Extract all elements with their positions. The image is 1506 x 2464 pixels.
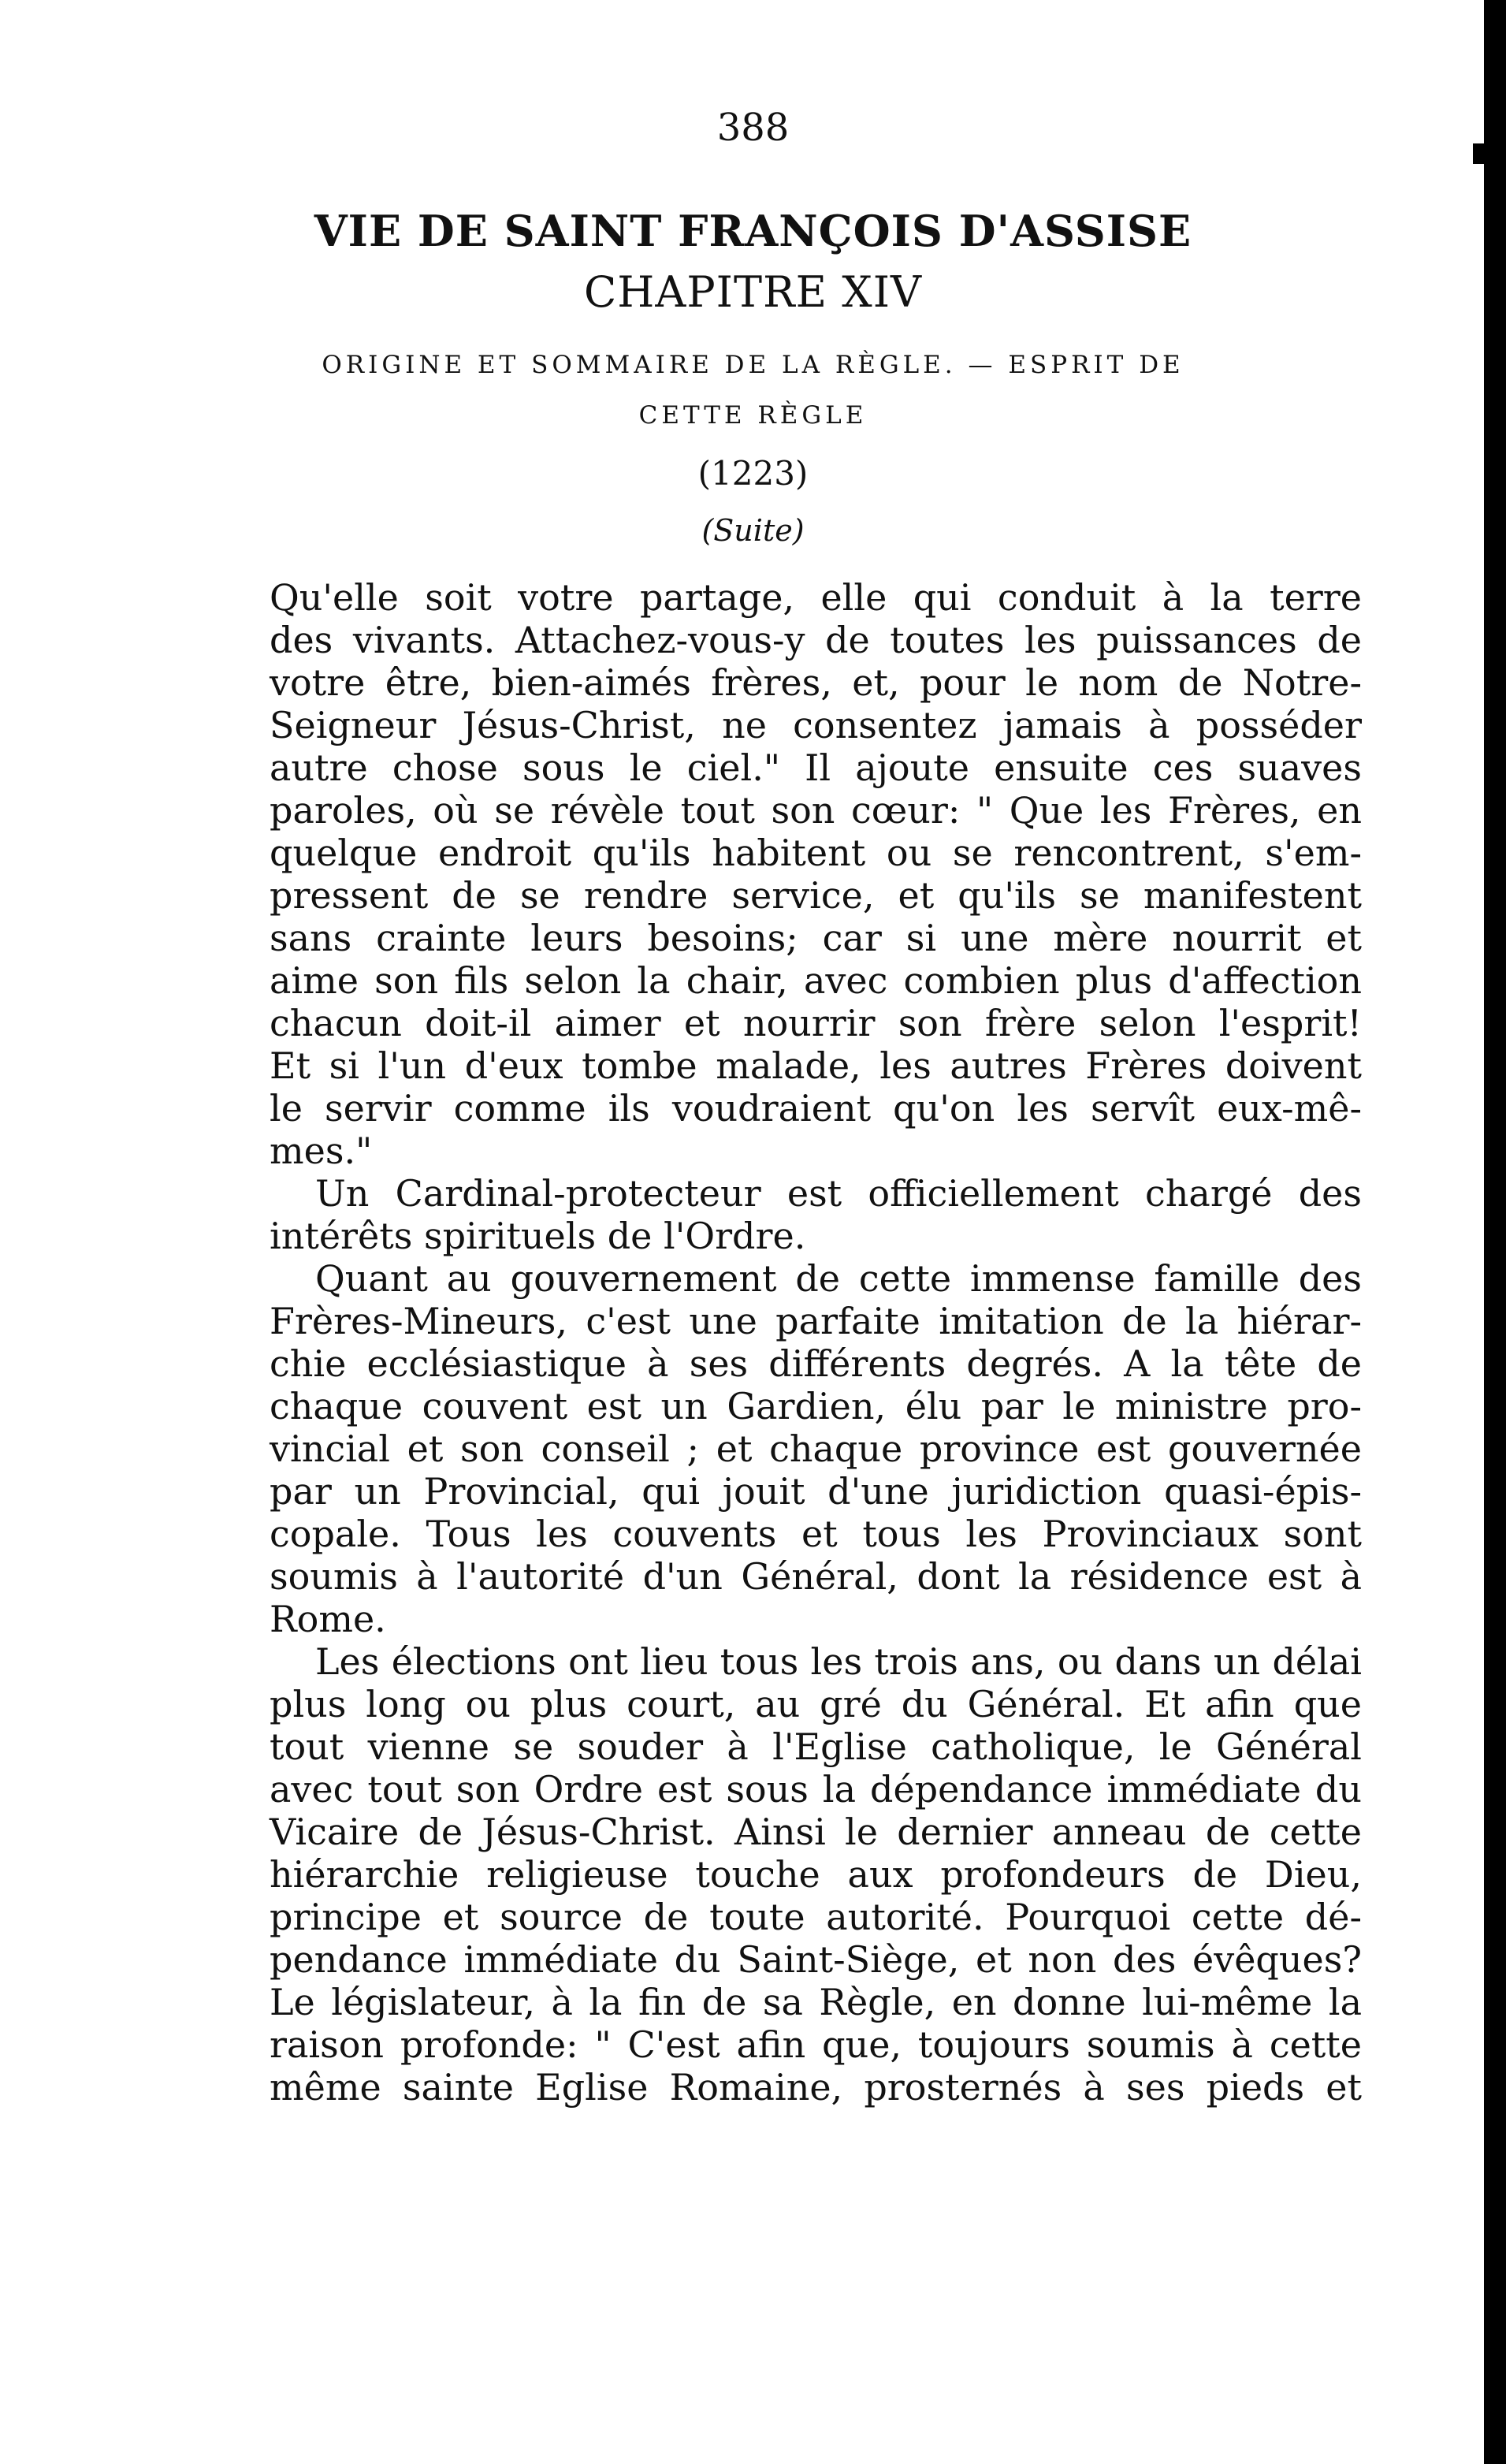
text-line: avec tout son Ordre est sous la dépendance immédiate du: [270, 1768, 1362, 1811]
text-line: Le législateur, à la fin de sa Règle, en donne lui-même la: [270, 1981, 1362, 2023]
text-line: Qu'elle soit votre partage, elle qui conduit à la terre: [270, 576, 1362, 619]
text-line: soumis à l'autorité d'un Général, dont la résidence est à: [270, 1555, 1362, 1598]
text-line: des vivants. Attachez-vous-y de toutes les puissances de: [270, 619, 1362, 661]
text-line: Un Cardinal-protecteur est officiellement chargé des: [315, 1172, 1362, 1215]
text-line: chie ecclésiastique à ses différents degrés. A la tête de: [270, 1342, 1362, 1385]
text-line: chaque couvent est un Gardien, élu par le ministre pro-: [270, 1385, 1362, 1427]
text-line: tout vienne se souder à l'Eglise catholique, le Général: [270, 1725, 1362, 1768]
text-line: chacun doit-il aimer et nourrir son frère selon l'esprit!: [270, 1002, 1362, 1044]
text-line: Et si l'un d'eux tombe malade, les autres Frères doivent: [270, 1044, 1362, 1087]
text-line: pendance immédiate du Saint-Siège, et non des évêques?: [270, 1938, 1362, 1981]
text-line: Les élections ont lieu tous les trois ans, ou dans un délai: [315, 1640, 1362, 1683]
text-line: Quant au gouvernement de cette immense famille des: [315, 1257, 1362, 1300]
continuation-note: (Suite): [701, 513, 805, 548]
text-line: votre être, bien-aimés frères, et, pour le nom de Notre-: [270, 661, 1362, 704]
chapter-year: (1223): [697, 454, 809, 493]
text-line: plus long ou plus court, au gré du Général. Et afin que: [270, 1683, 1362, 1725]
text-line: vincial et son conseil ; et chaque province est gouvernée: [270, 1427, 1362, 1470]
text-line: Frères-Mineurs, c'est une parfaite imitation de la hiérar-: [270, 1300, 1362, 1342]
text-line: intérêts spirituels de l'Ordre.: [270, 1215, 806, 1257]
chapter-subtitle-line-1: ORIGINE ET SOMMAIRE DE LA RÈGLE. — ESPRIT DE: [322, 351, 1184, 379]
text-line: raison profonde: " C'est afin que, toujours soumis à cette: [270, 2023, 1362, 2066]
text-line: par un Provincial, qui jouit d'une juridiction quasi-épis-: [270, 1470, 1362, 1513]
running-title: VIE DE SAINT FRANÇOIS D'ASSISE: [314, 206, 1192, 256]
text-line: Vicaire de Jésus-Christ. Ainsi le dernier anneau de cette: [270, 1811, 1362, 1853]
chapter-subtitle-line-2: CETTE RÈGLE: [638, 401, 868, 430]
text-line: Seigneur Jésus-Christ, ne consentez jamais à posséder: [270, 704, 1362, 746]
text-line: hiérarchie religieuse touche aux profondeurs de Dieu,: [270, 1853, 1362, 1896]
text-line: Rome.: [270, 1598, 386, 1640]
text-line: paroles, où se révèle tout son cœur: " Que les Frères, en: [270, 789, 1362, 832]
text-line: le servir comme ils voudraient qu'on les servît eux-mê-: [270, 1087, 1362, 1130]
chapter-heading: CHAPITRE XIV: [583, 267, 923, 317]
text-line: quelque endroit qu'ils habitent ou se rencontrent, s'em-: [270, 832, 1362, 874]
text-line: sans crainte leurs besoins; car si une mère nourrit et: [270, 917, 1362, 959]
text-line: mes.": [270, 1130, 373, 1172]
text-line: même sainte Eglise Romaine, prosternés à ses pieds et: [270, 2066, 1362, 2109]
text-line: principe et source de toute autorité. Pourquoi cette dé-: [270, 1896, 1362, 1938]
text-line: autre chose sous le ciel." Il ajoute ensuite ces suaves: [270, 746, 1362, 789]
text-line: copale. Tous les couvents et tous les Provinciaux sont: [270, 1513, 1362, 1555]
page-number: 388: [716, 106, 790, 150]
text-line: pressent de se rendre service, et qu'ils se manifestent: [270, 874, 1362, 917]
text-line: aime son fils selon la chair, avec combien plus d'affection: [270, 959, 1362, 1002]
